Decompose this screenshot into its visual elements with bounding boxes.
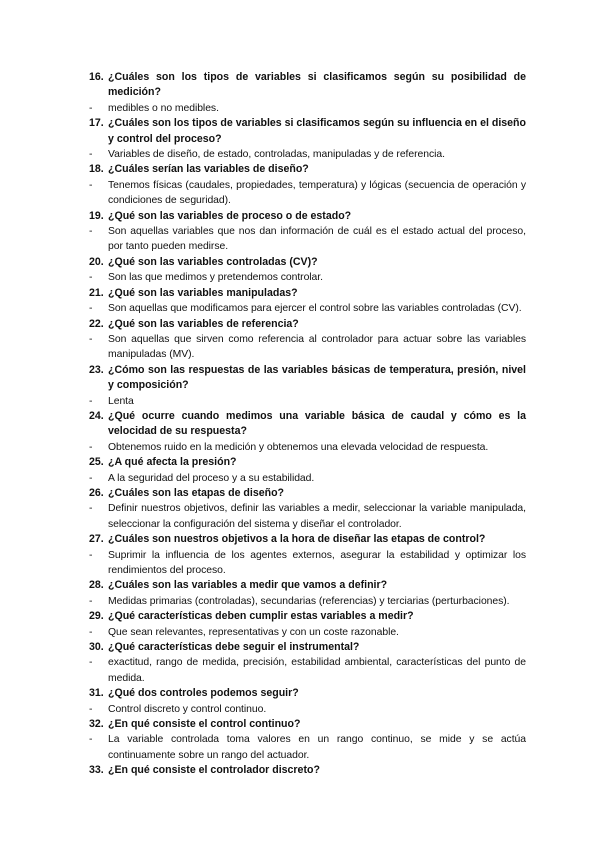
qa-item — [89, 686, 526, 717]
question-text: ¿Qué ocurre cuando medimos una variable básica de caudal y cómo es la velocidad de su respuesta? — [108, 409, 526, 438]
answer-bullet: - — [89, 595, 93, 607]
question-text: ¿Qué son las variables manipuladas? — [108, 286, 298, 299]
answer-text: Variables de diseño, de estado, controladas, manipuladas y de referencia. — [108, 149, 445, 161]
answer — [89, 732, 526, 763]
answer-text: Tenemos físicas (caudales, propiedades, temperatura) y lógicas (secuencia de operación y condiciones de seguridad). — [108, 179, 526, 207]
answer-text: Definir nuestros objetivos, definir las variables a medir, seleccionar la variable manipulada, seleccionar la configuración del sistema y diseñar el controlador. — [108, 503, 526, 530]
question-text: ¿Qué son las variables de referencia? — [108, 317, 299, 330]
qa-item — [89, 763, 526, 778]
answer — [89, 702, 526, 717]
answer — [89, 147, 526, 162]
answer — [89, 178, 526, 209]
question — [89, 409, 526, 440]
question-text: ¿Qué son las variables controladas (CV)? — [108, 255, 318, 268]
answer-bullet: - — [89, 333, 93, 345]
answer-bullet: - — [89, 303, 93, 315]
question — [89, 640, 526, 655]
question-number: 20. — [89, 255, 104, 268]
question — [89, 532, 526, 547]
question — [89, 116, 526, 147]
answer-text: medibles o no medibles. — [108, 102, 219, 114]
qa-item — [89, 717, 526, 763]
qa-item — [89, 532, 526, 578]
answer-bullet: - — [89, 272, 93, 284]
question-number: 29. — [89, 610, 104, 623]
answer-text: Suprimir la influencia de los agentes externos, asegurar la estabilidad y optimizar los rendimientos del proceso. — [108, 549, 526, 576]
answer-text: Son aquellas que sirven como referencia al controlador para actuar sobre las variables manipuladas (MV). — [108, 333, 526, 361]
question-number: 17. — [89, 117, 104, 130]
answer-text: exactitud, rango de medida, precisión, estabilidad ambiental, características del punto de medida. — [108, 657, 526, 684]
answer-text: Control discreto y control continuo. — [108, 703, 267, 715]
question-number: 28. — [89, 579, 104, 592]
answer — [89, 548, 526, 579]
question-number: 23. — [89, 363, 104, 376]
answer — [89, 332, 526, 363]
question-number: 19. — [89, 209, 104, 222]
answer-text: Que sean relevantes, representativas y con un coste razonable. — [108, 626, 399, 638]
question — [89, 763, 526, 778]
qa-item — [89, 209, 526, 255]
answer-text: Medidas primarias (controladas), secundarias (referencias) y terciarias (perturbaciones). — [108, 595, 510, 607]
qa-item — [89, 317, 526, 363]
question-number: 32. — [89, 718, 104, 731]
answer-bullet: - — [89, 472, 93, 484]
question-number: 25. — [89, 456, 104, 469]
question — [89, 717, 526, 732]
qa-item — [89, 286, 526, 317]
answer-bullet: - — [89, 703, 93, 715]
answer-text: Obtenemos ruido en la medición y obtenemos una elevada velocidad de respuesta. — [108, 441, 489, 453]
question — [89, 209, 526, 224]
answer — [89, 471, 526, 486]
qa-item — [89, 70, 526, 116]
question — [89, 578, 526, 593]
qa-item — [89, 640, 526, 686]
question-text: ¿Qué características debe seguir el instrumental? — [108, 641, 360, 654]
question-number: 30. — [89, 641, 104, 654]
answer — [89, 594, 526, 609]
answer-bullet: - — [89, 626, 93, 638]
qa-item — [89, 578, 526, 609]
question-number: 24. — [89, 409, 104, 422]
qa-item — [89, 609, 526, 640]
question-text: ¿A qué afecta la presión? — [108, 456, 237, 469]
question — [89, 162, 526, 177]
qa-item — [89, 455, 526, 486]
question — [89, 486, 526, 501]
question-number: 18. — [89, 163, 104, 176]
question-number: 33. — [89, 764, 104, 777]
question — [89, 255, 526, 270]
question — [89, 286, 526, 301]
question — [89, 363, 526, 394]
answer — [89, 270, 526, 285]
question-number: 21. — [89, 286, 104, 299]
answer-text: A la seguridad del proceso y a su estabilidad. — [108, 472, 315, 484]
question-text: ¿Cuáles son las etapas de diseño? — [108, 486, 285, 499]
answer-text: Lenta — [108, 395, 134, 407]
answer — [89, 301, 526, 316]
answer-bullet: - — [89, 226, 93, 238]
answer-bullet: - — [89, 549, 93, 561]
answer-bullet: - — [89, 149, 93, 161]
qa-item — [89, 255, 526, 286]
answer-text: Son aquellas que modificamos para ejercer el control sobre las variables controladas (CV). — [108, 303, 522, 315]
question-text: ¿Cuáles son los tipos de variables si clasificamos según su posibilidad de medición? — [108, 71, 526, 99]
answer-bullet: - — [89, 734, 93, 746]
answer-text: La variable controlada toma valores en un rango continuo, se mide y se actúa continuamente sobre un rango del actuador. — [108, 734, 526, 761]
question-text: ¿Cuáles son las variables a medir que vamos a definir? — [108, 579, 388, 592]
answer — [89, 655, 526, 686]
answer-text: Son aquellas variables que nos dan información de cuál es el estado actual del proceso, por tanto pueden medirse. — [108, 226, 526, 253]
question-number: 22. — [89, 317, 104, 330]
question-text: ¿En qué consiste el controlador discreto? — [108, 764, 320, 777]
answer-bullet: - — [89, 441, 93, 453]
question — [89, 455, 526, 470]
question-text: ¿Qué características deben cumplir estas variables a medir? — [108, 610, 414, 623]
question — [89, 609, 526, 624]
question-text: ¿Cuáles son nuestros objetivos a la hora de diseñar las etapas de control? — [108, 533, 486, 546]
qa-list — [89, 70, 526, 779]
question-number: 26. — [89, 486, 104, 499]
answer-bullet: - — [89, 503, 93, 515]
answer-bullet: - — [89, 179, 93, 191]
question — [89, 70, 526, 101]
answer — [89, 394, 526, 409]
answer — [89, 440, 526, 455]
answer-bullet: - — [89, 102, 93, 114]
answer — [89, 224, 526, 255]
qa-item — [89, 162, 526, 208]
qa-item — [89, 363, 526, 409]
question-text: ¿Qué dos controles podemos seguir? — [108, 687, 299, 700]
question — [89, 317, 526, 332]
question-number: 16. — [89, 71, 104, 83]
question-text: ¿Cómo son las respuestas de las variables básicas de temperatura, presión, nivel y composición? — [108, 363, 526, 392]
question-text: ¿Qué son las variables de proceso o de estado? — [108, 209, 352, 222]
qa-item — [89, 409, 526, 455]
answer-text: Son las que medimos y pretendemos controlar. — [108, 272, 323, 284]
question-number: 31. — [89, 687, 104, 700]
answer — [89, 501, 526, 532]
qa-item — [89, 116, 526, 162]
answer-bullet: - — [89, 657, 93, 669]
question-text: ¿En qué consiste el control continuo? — [108, 718, 301, 731]
question — [89, 686, 526, 701]
question-text: ¿Cuáles son los tipos de variables si clasificamos según su influencia en el diseño y control del proceso? — [108, 117, 526, 145]
answer — [89, 625, 526, 640]
qa-item — [89, 486, 526, 532]
answer — [89, 101, 526, 116]
question-number: 27. — [89, 533, 104, 546]
answer-bullet: - — [89, 395, 93, 407]
question-text: ¿Cuáles serían las variables de diseño? — [108, 163, 309, 176]
